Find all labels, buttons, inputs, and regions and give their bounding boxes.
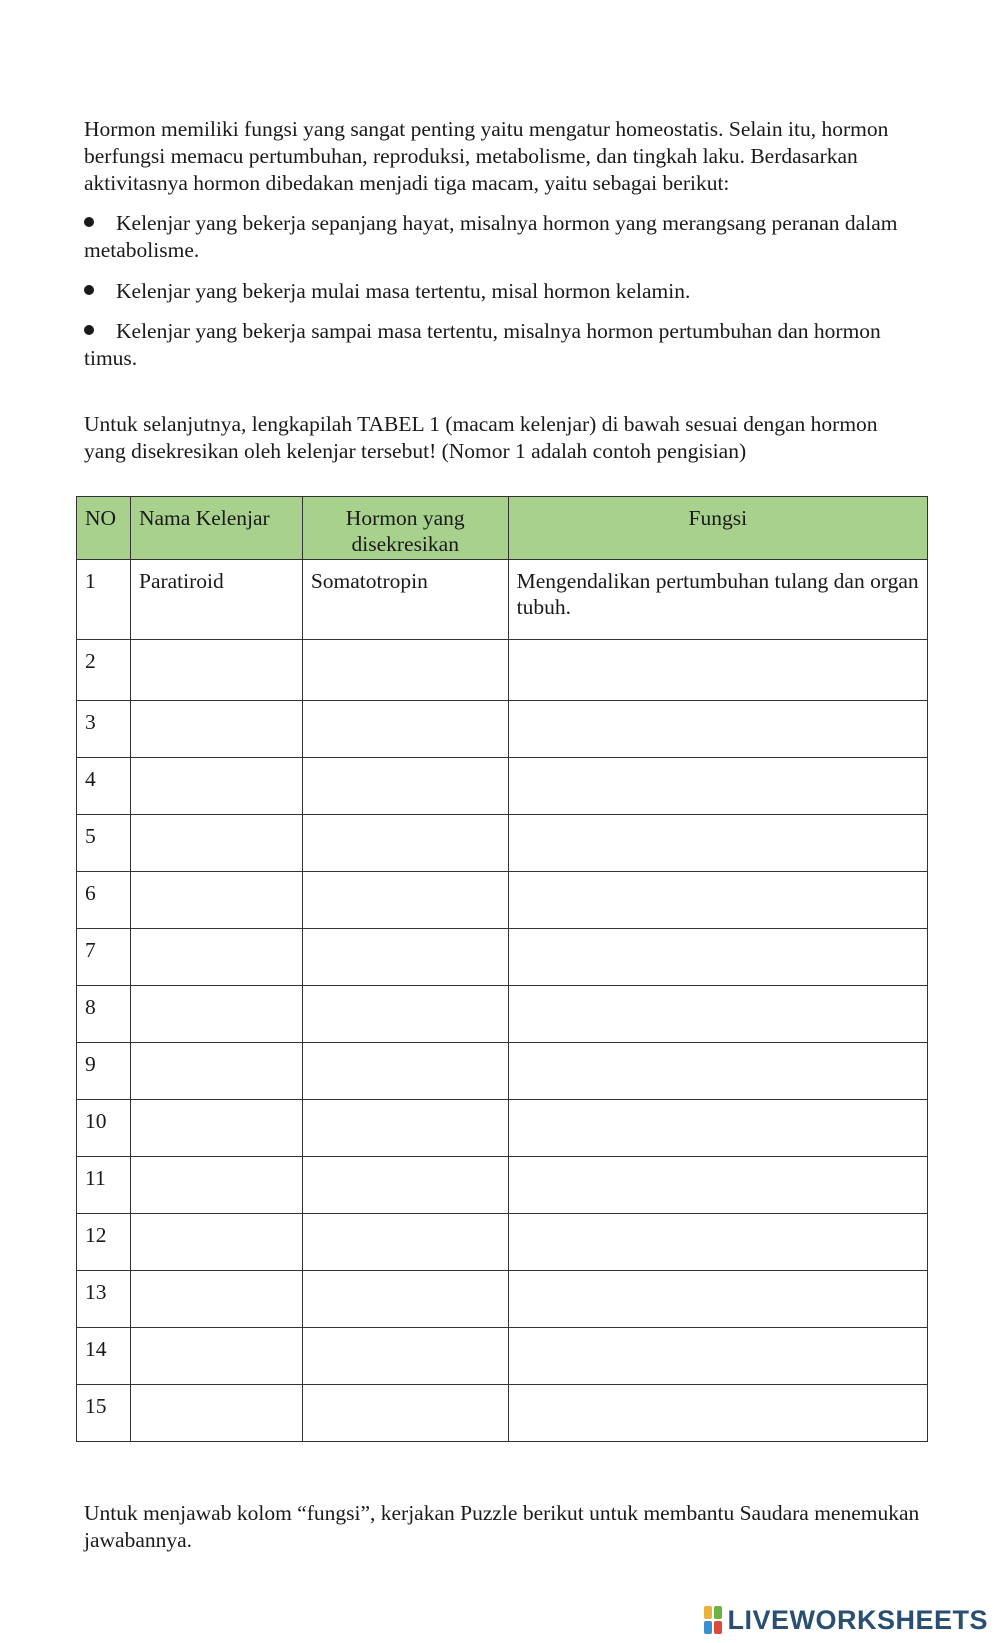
cell-hormon-input[interactable]	[302, 872, 508, 929]
logo-square-3	[704, 1621, 712, 1634]
table-row	[77, 640, 928, 701]
cell-nama-kelenjar-input[interactable]	[130, 1157, 302, 1214]
cell-no: 15	[77, 1385, 131, 1442]
cell-nama-kelenjar-input[interactable]	[130, 758, 302, 815]
cell-nama-kelenjar-input[interactable]	[130, 1271, 302, 1328]
table-row	[77, 701, 928, 758]
cell-hormon-input[interactable]	[302, 815, 508, 872]
cell-nama-kelenjar-input[interactable]	[130, 701, 302, 758]
cell-no: 1	[77, 560, 131, 640]
cell-hormon-input[interactable]	[302, 1214, 508, 1271]
cell-nama-kelenjar-input[interactable]	[130, 986, 302, 1043]
header-no: NO	[77, 497, 131, 560]
cell-fungsi: Mengendalikan pertumbuhan tulang dan organ tubuh.	[508, 560, 927, 640]
cell-fungsi-input[interactable]	[508, 1157, 927, 1214]
cell-hormon-input[interactable]	[302, 758, 508, 815]
bullet-text: Kelenjar yang bekerja sepanjang hayat, misalnya hormon yang merangsang peranan dalam metabolisme.	[84, 211, 898, 262]
cell-nama-kelenjar: Paratiroid	[130, 560, 302, 640]
cell-no: 8	[77, 986, 131, 1043]
cell-no: 11	[77, 1157, 131, 1214]
cell-fungsi-input[interactable]	[508, 1385, 927, 1442]
table-row	[77, 929, 928, 986]
cell-nama-kelenjar-input[interactable]	[130, 1100, 302, 1157]
cell-hormon-input[interactable]	[302, 640, 508, 701]
cell-fungsi-input[interactable]	[508, 1214, 927, 1271]
table-row	[77, 872, 928, 929]
cell-no: 14	[77, 1328, 131, 1385]
cell-hormon-input[interactable]	[302, 1271, 508, 1328]
table-row	[77, 1271, 928, 1328]
header-fungsi: Fungsi	[508, 497, 927, 560]
cell-no: 9	[77, 1043, 131, 1100]
bullet-dot-icon	[84, 217, 94, 227]
table-row	[77, 1214, 928, 1271]
cell-fungsi-input[interactable]	[508, 815, 927, 872]
table-row	[77, 1157, 928, 1214]
cell-no: 10	[77, 1100, 131, 1157]
cell-no: 4	[77, 758, 131, 815]
cell-nama-kelenjar-input[interactable]	[130, 1043, 302, 1100]
cell-fungsi-input[interactable]	[508, 701, 927, 758]
bullet-item-1	[84, 210, 924, 264]
header-hormon: Hormon yang disekresikan	[302, 497, 508, 560]
bullet-text: Kelenjar yang bekerja mulai masa tertentu, misal hormon kelamin.	[116, 279, 691, 303]
cell-nama-kelenjar-input[interactable]	[130, 929, 302, 986]
cell-fungsi-input[interactable]	[508, 1043, 927, 1100]
table-row	[77, 1328, 928, 1385]
bullet-item-3	[84, 318, 924, 372]
cell-nama-kelenjar-input[interactable]	[130, 640, 302, 701]
cell-hormon-input[interactable]	[302, 701, 508, 758]
cell-nama-kelenjar-input[interactable]	[130, 1328, 302, 1385]
liveworksheets-logo-icon	[704, 1606, 722, 1634]
bullet-dot-icon	[84, 285, 94, 295]
footer-paragraph: Untuk menjawab kolom “fungsi”, kerjakan Puzzle berikut untuk membantu Saudara menemukan jawabannya.	[84, 1501, 920, 1552]
cell-fungsi-input[interactable]	[508, 929, 927, 986]
intro-paragraph: Hormon memiliki fungsi yang sangat penting yaitu mengatur homeostatis. Selain itu, hormon berfungsi memacu pertumbuhan, reproduksi, metabolisme, dan tingkah laku. Berdasarkan aktivitasnya hormon dibedakan menjadi tiga macam, yaitu sebagai berikut:	[84, 117, 889, 195]
cell-nama-kelenjar-input[interactable]	[130, 815, 302, 872]
cell-hormon-input[interactable]	[302, 1100, 508, 1157]
cell-no: 13	[77, 1271, 131, 1328]
cell-hormon-input[interactable]	[302, 929, 508, 986]
bullet-text: Kelenjar yang bekerja sampai masa tertentu, misalnya hormon pertumbuhan dan hormon timus.	[84, 319, 881, 370]
cell-no: 6	[77, 872, 131, 929]
cell-no: 5	[77, 815, 131, 872]
logo-square-1	[704, 1606, 712, 1619]
bullet-dot-icon	[84, 325, 94, 335]
cell-fungsi-input[interactable]	[508, 1271, 927, 1328]
cell-hormon-input[interactable]	[302, 1328, 508, 1385]
cell-no: 2	[77, 640, 131, 701]
table-row	[77, 1385, 928, 1442]
cell-fungsi-input[interactable]	[508, 758, 927, 815]
logo-square-2	[714, 1606, 722, 1619]
cell-hormon-input[interactable]	[302, 1385, 508, 1442]
brand-name: LIVEWORKSHEETS	[727, 1604, 988, 1635]
cell-fungsi-input[interactable]	[508, 1328, 927, 1385]
table-row	[77, 1100, 928, 1157]
cell-nama-kelenjar-input[interactable]	[130, 872, 302, 929]
cell-hormon-input[interactable]	[302, 1157, 508, 1214]
instruction-paragraph: Untuk selanjutnya, lengkapilah TABEL 1 (macam kelenjar) di bawah sesuai dengan hormon yang disekresikan oleh kelenjar tersebut! (Nomor 1 adalah contoh pengisian)	[84, 412, 878, 463]
cell-fungsi-input[interactable]	[508, 986, 927, 1043]
cell-no: 7	[77, 929, 131, 986]
table-row	[77, 758, 928, 815]
table-row	[77, 560, 928, 640]
logo-square-4	[714, 1621, 722, 1634]
cell-nama-kelenjar-input[interactable]	[130, 1214, 302, 1271]
cell-hormon-input[interactable]	[302, 986, 508, 1043]
brand-logo[interactable]	[704, 1604, 988, 1636]
bullet-item-2	[84, 278, 924, 305]
cell-fungsi-input[interactable]	[508, 640, 927, 701]
cell-hormon-input[interactable]	[302, 1043, 508, 1100]
cell-fungsi-input[interactable]	[508, 872, 927, 929]
cell-nama-kelenjar-input[interactable]	[130, 1385, 302, 1442]
table-row	[77, 1043, 928, 1100]
table-header-row	[77, 497, 928, 560]
gland-table	[76, 496, 928, 1442]
table-row	[77, 815, 928, 872]
header-nama-kelenjar: Nama Kelenjar	[130, 497, 302, 560]
cell-hormon: Somatotropin	[302, 560, 508, 640]
cell-no: 3	[77, 701, 131, 758]
table-row	[77, 986, 928, 1043]
cell-fungsi-input[interactable]	[508, 1100, 927, 1157]
cell-no: 12	[77, 1214, 131, 1271]
